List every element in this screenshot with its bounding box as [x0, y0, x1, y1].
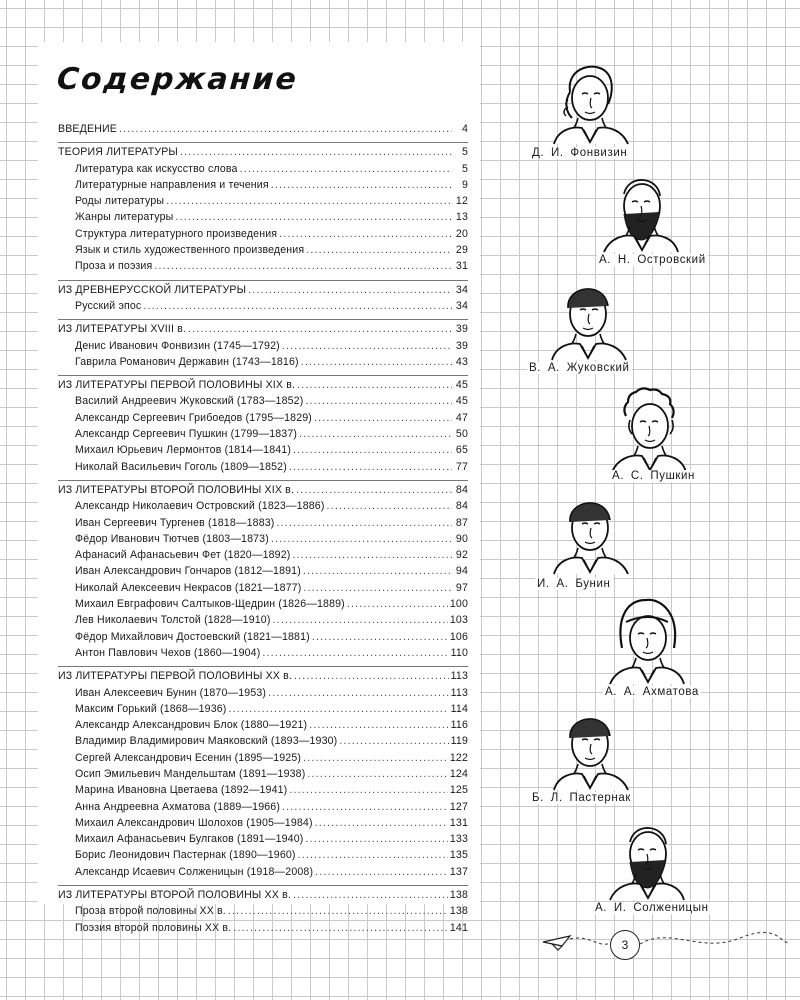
toc-entry-page: 97 [455, 581, 468, 594]
dot-leader [228, 905, 448, 917]
toc-entry-title: Проза второй половины XX в. [75, 905, 226, 918]
toc-entry-page: 47 [455, 411, 468, 424]
dot-leader [119, 123, 452, 135]
toc-entry-title: Александр Александрович Блок (1880—1921) [75, 719, 308, 732]
dot-leader [298, 849, 448, 861]
toc-entry-page: 45 [455, 379, 468, 392]
toc-entry[interactable] [58, 735, 468, 751]
portrait-pasternak [548, 698, 634, 792]
dot-leader [289, 784, 448, 796]
dot-leader [296, 484, 452, 496]
toc-entry-title: Александр Исаевич Солженицын (1918—2008) [75, 865, 314, 878]
paper-plane-icon [543, 936, 570, 950]
toc-section [58, 120, 468, 139]
toc-entry-title: ИЗ ЛИТЕРАТУРЫ ВТОРОЙ ПОЛОВИНЫ XX в. [58, 889, 291, 902]
dot-leader [303, 565, 452, 577]
toc-entry-page: 122 [449, 751, 468, 764]
portrait-caption: А. С. Пушкин [612, 470, 696, 482]
toc-entry-title: Язык и стиль художественного произведения [75, 244, 305, 257]
toc-entry-title: ИЗ ДРЕВНЕРУССКОЙ ЛИТЕРАТУРЫ [58, 283, 247, 296]
toc-entry[interactable] [58, 866, 468, 882]
dot-leader [305, 395, 452, 407]
toc-entry[interactable] [58, 412, 468, 428]
dot-leader [166, 195, 452, 207]
toc-entry-title: Денис Иванович Фонвизин (1745—1792) [75, 339, 280, 352]
toc-entry[interactable] [58, 647, 468, 663]
toc-section-heading[interactable] [58, 484, 468, 500]
toc-entry-page: 125 [449, 784, 468, 797]
toc-entry[interactable] [58, 211, 468, 227]
dot-leader [233, 922, 448, 934]
toc-panel [38, 42, 480, 934]
dot-leader [271, 533, 452, 545]
dot-leader [312, 631, 448, 643]
toc-entry-title: Сергей Александрович Есенин (1895—1925) [75, 751, 302, 764]
toc-entry-page: 137 [449, 865, 468, 878]
toc-entry[interactable] [58, 356, 468, 372]
dot-leader [188, 323, 452, 335]
toc-entry-page: 5 [461, 162, 468, 175]
toc-entry[interactable] [58, 517, 468, 533]
toc-entry-page: 34 [455, 299, 468, 312]
toc-entry[interactable] [58, 533, 468, 549]
toc-entry-page: 100 [449, 598, 468, 611]
toc-entry-page: 5 [461, 146, 468, 159]
toc-entry-title: Жанры литературы [75, 211, 174, 224]
toc-entry-title: ИЗ ЛИТЕРАТУРЫ ПЕРВОЙ ПОЛОВИНЫ XX в. [58, 670, 292, 683]
toc-entry[interactable] [58, 340, 468, 356]
toc-entry-title: Литературные направления и течения [75, 178, 269, 191]
toc-section-heading[interactable] [58, 889, 468, 905]
toc-entry[interactable] [58, 395, 468, 411]
toc-entry-title: Поэзия второй половины XX в. [75, 921, 232, 934]
dot-leader [279, 228, 452, 240]
toc-entry[interactable] [58, 565, 468, 581]
toc-entry-title: Александр Николаевич Островский (1823—1886) [75, 500, 325, 513]
toc-entry-page: 45 [455, 395, 468, 408]
dot-leader [175, 211, 452, 223]
toc-section-heading[interactable] [58, 323, 468, 339]
portrait-caption: И. А. Бунин [537, 578, 611, 590]
toc-entry-page: 119 [450, 735, 468, 748]
toc-entry-page: 9 [461, 178, 468, 191]
toc-entry-page: 43 [455, 355, 468, 368]
dot-leader [293, 889, 448, 901]
dot-leader [309, 719, 448, 731]
portrait-fonvizin [548, 52, 634, 146]
dot-leader [299, 428, 452, 440]
portrait-caption: В. А. Жуковский [529, 362, 630, 374]
toc-entry-title: Анна Андреевна Ахматова (1889—1966) [75, 800, 280, 813]
toc-entry[interactable] [58, 801, 468, 817]
toc-entry-title: Михаил Александрович Шолохов (1905—1984) [75, 816, 313, 829]
toc-entry-page: 114 [450, 702, 468, 715]
toc-entry-page: 135 [449, 849, 468, 862]
toc-entry-page: 92 [455, 549, 468, 562]
toc-entry-title: Александр Сергеевич Пушкин (1799—1837) [75, 428, 298, 441]
toc-entry-page: 131 [449, 816, 468, 829]
toc-entry-page: 127 [449, 800, 468, 813]
toc-entry-page: 103 [449, 614, 468, 627]
toc-entry-title: Максим Горький (1868—1936) [75, 702, 227, 715]
toc-section-heading[interactable] [58, 123, 468, 139]
dot-leader [303, 752, 448, 764]
toc-entry-title: Осип Эмильевич Мандельштам (1891—1938) [75, 767, 306, 780]
toc-entry[interactable] [58, 244, 468, 260]
dot-leader [262, 647, 448, 659]
toc-entry-page: 84 [455, 500, 468, 513]
toc-entry-page: 13 [455, 211, 468, 224]
toc-entry-title: Русский эпос [75, 299, 142, 312]
toc-entry-title: Гаврила Романович Державин (1743—1816) [75, 355, 299, 368]
toc-entry-page: 29 [455, 244, 468, 257]
toc-entry[interactable] [58, 631, 468, 647]
toc-entry[interactable] [58, 582, 468, 598]
toc-entry-title: ИЗ ЛИТЕРАТУРЫ ВТОРОЙ ПОЛОВИНЫ XIX в. [58, 483, 295, 496]
toc-section-heading[interactable] [58, 146, 468, 162]
toc-entry-page: 141 [449, 921, 468, 934]
toc-entry[interactable] [58, 768, 468, 784]
toc-entry-title: Структура литературного произведения [75, 227, 278, 240]
dot-leader [154, 260, 452, 272]
toc-entry[interactable] [58, 549, 468, 565]
toc-entry[interactable] [58, 752, 468, 768]
toc-entry-page: 34 [455, 283, 468, 296]
dot-leader [303, 582, 452, 594]
dot-leader [301, 356, 452, 368]
toc-list [58, 120, 468, 941]
toc-entry-page: 87 [455, 516, 468, 529]
toc-entry-page: 65 [455, 444, 468, 457]
dot-leader [315, 866, 448, 878]
portrait-pushkin [606, 380, 692, 474]
dot-leader [240, 163, 452, 175]
toc-entry-title: Михаил Юрьевич Лермонтов (1814—1841) [75, 444, 292, 457]
toc-entry-title: ВВЕДЕНИЕ [58, 123, 117, 135]
toc-entry-title: ТЕОРИЯ ЛИТЕРАТУРЫ [58, 146, 178, 159]
toc-entry-page: 94 [455, 565, 468, 578]
toc-entry-title: Литература как искусство слова [75, 162, 238, 175]
toc-section [58, 666, 468, 882]
toc-entry-title: Лев Николаевич Толстой (1828—1910) [75, 614, 271, 627]
dot-leader [305, 833, 447, 845]
toc-entry[interactable] [58, 260, 468, 276]
toc-entry-title: Николай Алексеевич Некрасов (1821—1877) [75, 581, 302, 594]
toc-entry-page: 113 [450, 670, 468, 683]
paper-plane-trail [540, 920, 790, 970]
toc-entry[interactable] [58, 784, 468, 800]
dot-leader [271, 179, 452, 191]
toc-entry-page: 31 [455, 260, 468, 273]
toc-entry-title: Антон Павлович Чехов (1860—1904) [75, 646, 261, 659]
toc-entry[interactable] [58, 817, 468, 833]
toc-entry-page: 4 [461, 123, 468, 135]
dot-leader [292, 549, 452, 561]
portrait-caption: Б. Л. Пастернак [532, 792, 631, 804]
dot-leader [273, 614, 448, 626]
page-number: 3 [610, 930, 640, 960]
toc-entry-title: Владимир Владимирович Маяковский (1893—1930) [75, 735, 338, 748]
portrait-zhukovsky [546, 268, 632, 362]
toc-section [58, 280, 468, 317]
dot-leader [282, 340, 452, 352]
dot-leader [307, 768, 447, 780]
toc-entry-title: Фёдор Михайлович Достоевский (1821—1881) [75, 630, 310, 643]
toc-section [58, 375, 468, 477]
toc-entry-title: ИЗ ЛИТЕРАТУРЫ XVIII в. [58, 323, 187, 336]
toc-entry[interactable] [58, 849, 468, 865]
portrait-solzhenitsyn [604, 808, 690, 902]
toc-entry-title: Василий Андреевич Жуковский (1783—1852) [75, 395, 304, 408]
dot-leader [143, 300, 452, 312]
toc-entry-title: Марина Ивановна Цветаева (1892—1941) [75, 784, 288, 797]
dot-leader [276, 517, 452, 529]
toc-entry[interactable] [58, 703, 468, 719]
toc-entry[interactable] [58, 428, 468, 444]
toc-entry-title: Роды литературы [75, 195, 165, 208]
portrait-caption: А. И. Солженицын [595, 902, 709, 914]
toc-entry-title: Иван Сергеевич Тургенев (1818—1883) [75, 516, 275, 529]
toc-section [58, 885, 468, 938]
dot-leader [339, 735, 448, 747]
dot-leader [293, 444, 452, 456]
toc-entry-page: 138 [449, 889, 468, 902]
dot-leader [282, 801, 448, 813]
toc-entry-page: 84 [455, 483, 468, 496]
toc-entry-title: Иван Алексеевич Бунин (1870—1953) [75, 686, 267, 699]
toc-entry-title: ИЗ ЛИТЕРАТУРЫ ПЕРВОЙ ПОЛОВИНЫ XIX в. [58, 379, 296, 392]
toc-entry[interactable] [58, 905, 468, 921]
toc-entry-page: 138 [449, 905, 468, 918]
dot-leader [268, 687, 449, 699]
toc-entry-page: 39 [455, 339, 468, 352]
toc-entry-title: Афанасий Афанасьевич Фет (1820—1892) [75, 549, 291, 562]
toc-entry-title: Иван Александрович Гончаров (1812—1891) [75, 565, 301, 578]
dot-leader [306, 244, 452, 256]
toc-entry[interactable] [58, 300, 468, 316]
dot-leader [347, 598, 448, 610]
toc-section-heading[interactable] [58, 379, 468, 395]
toc-entry-title: Фёдор Иванович Тютчев (1803—1873) [75, 532, 269, 545]
toc-section [58, 480, 468, 663]
dot-leader [228, 703, 448, 715]
dot-leader [294, 670, 449, 682]
toc-entry-title: Александр Сергеевич Грибоедов (1795—1829) [75, 411, 312, 424]
toc-entry-title: Николай Васильевич Гоголь (1809—1852) [75, 460, 287, 473]
toc-entry[interactable] [58, 687, 468, 703]
toc-entry-page: 133 [449, 833, 468, 846]
toc-entry[interactable] [58, 195, 468, 211]
toc-entry-page: 124 [449, 767, 468, 780]
portrait-bunin [548, 482, 634, 576]
page-title: Содержание [55, 62, 300, 97]
dot-leader [297, 379, 452, 391]
toc-entry-title: Михаил Евграфович Салтыков-Щедрин (1826—1889) [75, 598, 345, 611]
toc-entry-page: 50 [455, 428, 468, 441]
toc-entry[interactable] [58, 500, 468, 516]
portrait-akhmatova [604, 592, 690, 686]
toc-entry[interactable] [58, 179, 468, 195]
toc-section [58, 142, 468, 276]
toc-section-heading[interactable] [58, 670, 468, 686]
dot-leader [248, 284, 452, 296]
dot-leader [327, 500, 452, 512]
portrait-ostrovsky [598, 160, 684, 254]
toc-entry-title: Борис Леонидович Пастернак (1890—1960) [75, 849, 296, 862]
toc-entry-page: 90 [455, 532, 468, 545]
toc-entry-page: 39 [455, 323, 468, 336]
toc-entry[interactable] [58, 461, 468, 477]
toc-entry-page: 77 [455, 460, 468, 473]
toc-entry[interactable] [58, 614, 468, 630]
toc-entry-page: 12 [455, 195, 468, 208]
toc-entry-page: 113 [450, 686, 468, 699]
portrait-caption: Д. И. Фонвизин [532, 147, 628, 159]
dot-leader [289, 461, 452, 473]
toc-entry[interactable] [58, 228, 468, 244]
portrait-caption: А. А. Ахматова [605, 686, 699, 698]
toc-entry[interactable] [58, 598, 468, 614]
dot-leader [180, 146, 452, 158]
toc-entry-page: 116 [450, 719, 468, 732]
toc-section-heading[interactable] [58, 284, 468, 300]
toc-entry-page: 20 [455, 227, 468, 240]
portrait-caption: А. Н. Островский [599, 254, 706, 266]
dot-leader [314, 412, 452, 424]
toc-entry-title: Михаил Афанасьевич Булгаков (1891—1940) [75, 833, 304, 846]
toc-entry[interactable] [58, 444, 468, 460]
toc-entry[interactable] [58, 163, 468, 179]
toc-entry[interactable] [58, 719, 468, 735]
toc-entry-title: Проза и поэзия [75, 260, 153, 273]
toc-entry[interactable] [58, 833, 468, 849]
dot-leader [315, 817, 448, 829]
toc-entry-page: 106 [449, 630, 468, 643]
toc-entry[interactable] [58, 922, 468, 938]
toc-entry-page: 110 [450, 646, 468, 659]
toc-section [58, 319, 468, 372]
